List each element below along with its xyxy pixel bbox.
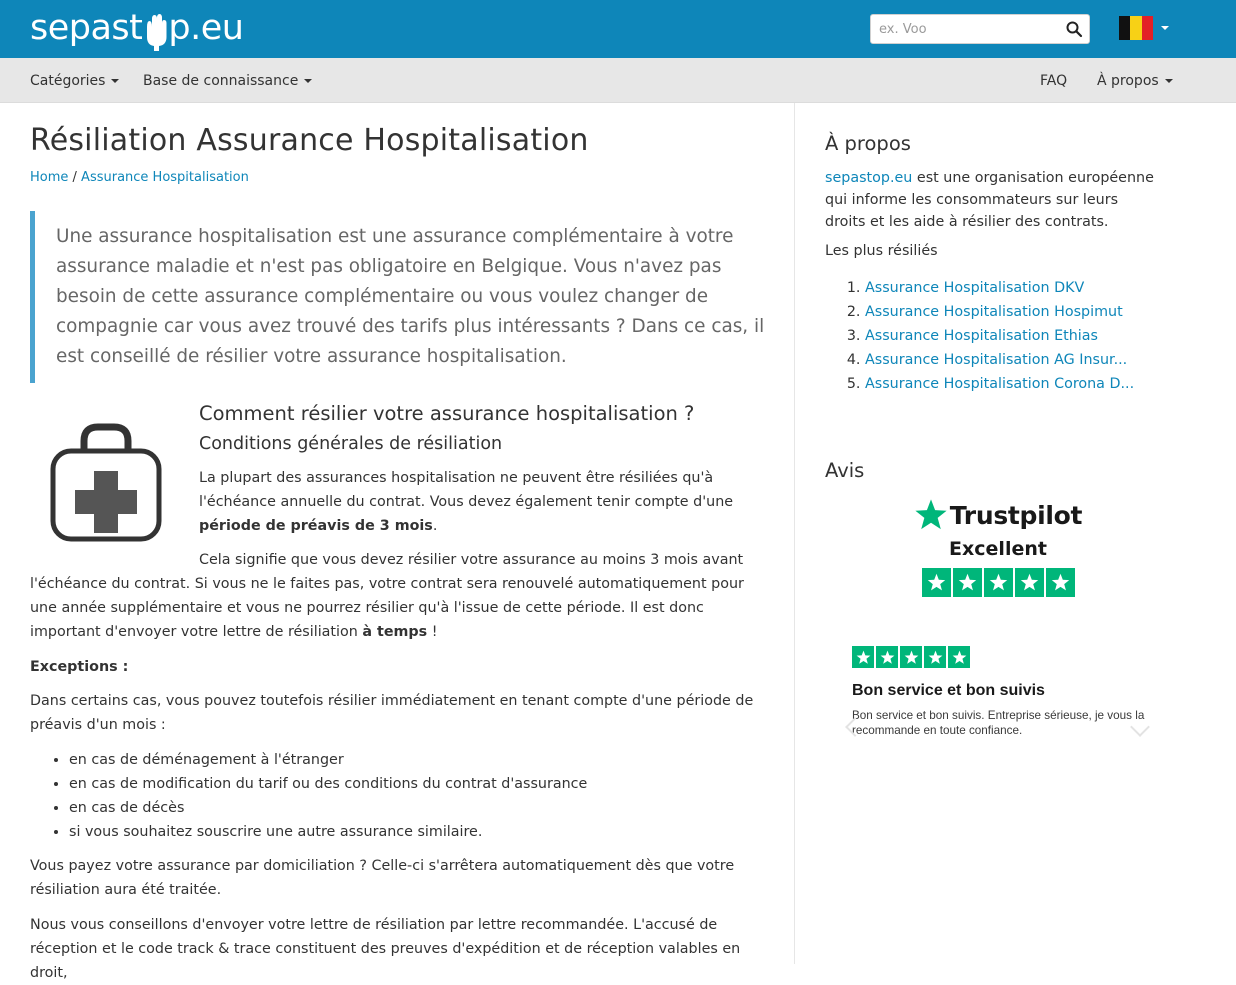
logo-text-start: sepast (30, 8, 143, 48)
first-aid-kit-icon (48, 421, 164, 545)
trustpilot-star-icon (1046, 568, 1075, 597)
text: . (432, 518, 438, 534)
exceptions-list (50, 748, 750, 844)
bold-text: à temps (362, 624, 428, 640)
review-stars (852, 646, 1147, 668)
list-item (865, 300, 1132, 324)
logo-text-end: p.eu (168, 8, 244, 48)
belgium-flag-icon (1119, 16, 1153, 40)
trustpilot-star-icon (922, 568, 951, 597)
nav-categories-label: Catégories (30, 72, 106, 89)
trustpilot-rating-word: Excellent (949, 538, 1047, 560)
review-title: Bon service et bon suivis (852, 682, 1045, 699)
section-heading: Comment résilier votre assurance hospitalisation ? (199, 402, 695, 425)
trustpilot-star-icon (914, 498, 948, 532)
trustpilot-star-icon (876, 646, 898, 668)
list-item (865, 324, 1132, 348)
list-item: • si vous souhaitez souscrire une autre assurance similaire. (69, 820, 750, 844)
language-selector[interactable] (1119, 16, 1169, 40)
list-item: • en cas de modification du tarif ou des conditions du contrat d'assurance (69, 772, 750, 796)
breadcrumb-home[interactable]: Home (30, 170, 69, 185)
nav-faq[interactable] (1040, 58, 1067, 103)
list-item: • en cas de décès (69, 796, 750, 820)
trustpilot-star-icon (948, 646, 970, 668)
chevron-down-icon (304, 79, 312, 83)
trustpilot-brand: Trustpilot (949, 500, 1083, 530)
most-cancelled-list (847, 276, 1135, 396)
breadcrumb-separator: / (68, 170, 82, 185)
trustpilot-stars (918, 568, 1078, 597)
intro-quote: Une assurance hospitalisation est une assurance complémentaire à votre assurance maladie et n'est pas obligatoire en Belgique. Vous n'avez pas besoin de cette assurance complémentaire ou vous voulez changer de compagnie car vous avez trouvé des tarifs plus intéressants ? Dans ce cas, il est conseillé de résilier votre assurance hospitalisation. (30, 211, 765, 383)
nav-about[interactable] (1097, 58, 1173, 103)
top-header (0, 0, 1236, 58)
review-body: Bon service et bon suivis. Entreprise sérieuse, je vous la recommande en toute confiance. (852, 709, 1145, 737)
most-cancelled-link[interactable]: Assurance Hospitalisation Ethias (865, 328, 1098, 344)
list-item: • en cas de déménagement à l'étranger (69, 748, 750, 772)
text: ! (427, 624, 438, 640)
exceptions-title: Exceptions : (30, 659, 129, 675)
chevron-down-icon (111, 79, 119, 83)
about-text (825, 167, 1155, 233)
breadcrumb (30, 170, 249, 185)
reviews-heading: Avis (825, 459, 865, 482)
trustpilot-widget[interactable] (918, 498, 1083, 610)
paragraph-direct-debit: Vous payez votre assurance par domiciliation ? Celle-ci s'arrêtera automatiquement dès que votre résiliation aura été traitée. (30, 858, 735, 898)
trustpilot-logo (918, 498, 1083, 532)
paragraph-renewal (30, 548, 765, 644)
nav-knowledge-base[interactable] (143, 58, 312, 103)
trustpilot-star-icon (1015, 568, 1044, 597)
trustpilot-star-icon (924, 646, 946, 668)
breadcrumb-current[interactable]: Assurance Hospitalisation (81, 170, 249, 185)
nav-knowledge-base-label: Base de connaissance (143, 72, 299, 89)
search-input[interactable] (871, 16, 1059, 42)
list-item (865, 348, 1132, 372)
search-icon (1066, 21, 1082, 37)
column-divider (794, 103, 795, 964)
list-item (865, 276, 1132, 300)
bold-text: période de préavis de 3 mois (199, 518, 433, 534)
main-navbar (0, 58, 1236, 103)
list-item (865, 372, 1135, 396)
paragraph-registered-letter: Nous vous conseillons d'envoyer votre lettre de résiliation par lettre recommandée. L'accusé de réception et le code track & trace constituent des preuves d'expédition et de réception valables en droit, (30, 917, 741, 981)
search-button[interactable] (1059, 15, 1089, 43)
page-title: Résiliation Assurance Hospitalisation (30, 123, 589, 158)
text: La plupart des assurances hospitalisation ne peuvent être résiliées qu'à l'échéance annuelle du contrat. Vous devez également tenir compte d'une (199, 470, 734, 510)
nav-faq-label: FAQ (1040, 72, 1068, 89)
most-cancelled-link[interactable]: Assurance Hospitalisation DKV (865, 280, 1085, 296)
about-heading: À propos (825, 132, 911, 155)
subsection-heading: Conditions générales de résiliation (199, 434, 503, 454)
chevron-down-icon (1161, 26, 1169, 30)
nav-categories[interactable] (30, 58, 119, 103)
chevron-down-icon (1165, 79, 1173, 83)
most-cancelled-link[interactable]: Assurance Hospitalisation AG Insur... (865, 352, 1128, 368)
nav-about-label: À propos (1097, 72, 1159, 89)
trustpilot-star-icon (984, 568, 1013, 597)
search-box (870, 14, 1090, 44)
text: Cela signifie que vous devez résilier votre assurance au moins 3 mois avant l'échéance du contrat. Si vous ne le faites pas, votre contrat sera renouvelé automatiquement pour une année supplémentaire et vous ne pourrez résilier qu'à l'issue de cette période. Il est donc important d'envoyer votre lettre de résiliation (30, 552, 744, 640)
paragraph-notice-period (199, 466, 744, 538)
hand-logo-icon (143, 11, 167, 51)
most-cancelled-link[interactable]: Assurance Hospitalisation Corona D... (865, 376, 1135, 392)
about-link[interactable]: sepastop.eu (825, 170, 913, 186)
exceptions-intro: Dans certains cas, vous pouvez toutefois résilier immédiatement en tenant compte d'une période de préavis d'un mois : (30, 693, 754, 733)
trustpilot-star-icon (953, 568, 982, 597)
most-cancelled-label: Les plus résiliés (825, 243, 938, 259)
site-logo[interactable] (30, 6, 243, 50)
trustpilot-star-icon (900, 646, 922, 668)
review-card[interactable] (852, 646, 1147, 737)
most-cancelled-link[interactable]: Assurance Hospitalisation Hospimut (865, 304, 1123, 320)
trustpilot-star-icon (852, 646, 874, 668)
text: est une organisation européenne qui informe les consommateurs sur leurs droits et les aide à résilier des contrats. (825, 170, 1154, 230)
